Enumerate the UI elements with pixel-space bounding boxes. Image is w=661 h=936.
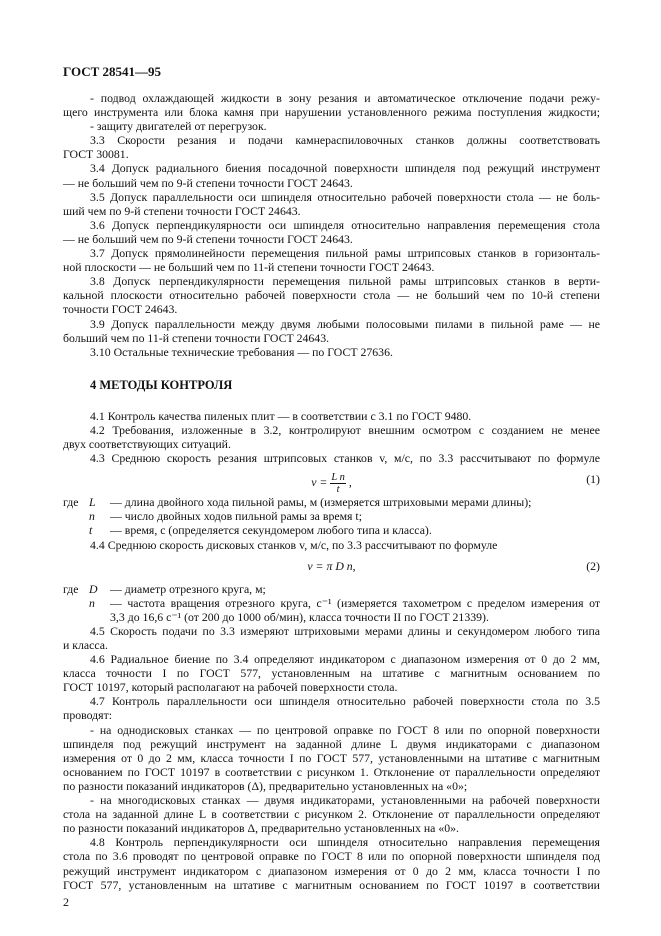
paragraph: [63, 218, 600, 246]
paragraph: [63, 190, 600, 218]
formula-lhs: v = π D n,: [307, 558, 356, 573]
text-line: ший чем по 9-й степени точности ГОСТ 24643.: [63, 203, 301, 218]
definition-text: — диаметр отрезного круга, м;: [110, 581, 266, 596]
text-line: 3.6 Допуск перпендикулярности оси шпинделя относительно направления перемещения стола: [90, 217, 600, 232]
fraction-numerator: L n: [331, 472, 345, 484]
definition-text: — частота вращения отрезного круга, с⁻¹ (измеряется тахометром с пределом измерения от: [110, 595, 600, 610]
paragraph: [63, 246, 600, 274]
definition-symbol: n: [89, 509, 95, 524]
definition-line: [63, 495, 600, 509]
text-line: ГОСТ 577, установленным на штативе с магнитным основанием по ГОСТ 10197 в соответствии: [63, 877, 600, 892]
definition-line: [63, 582, 600, 596]
formula: [63, 554, 600, 580]
text-line: и класса.: [63, 638, 108, 652]
text-line: шпинделя под режущий инструмент на заданной длине L двумя индикаторами с диапазоном: [63, 736, 600, 751]
paragraph: [63, 161, 600, 189]
paragraph: [63, 91, 600, 119]
definition-line: [63, 509, 600, 523]
text-line: 3.5 Допуск параллельности оси шпинделя относительно рабочей поверхности стола — не боль-: [90, 189, 600, 204]
text-line: 3.8 Допуск перпендикулярности перемещения пильной рамы штрипсовых станков в верти-: [90, 274, 600, 289]
paragraph: [63, 119, 600, 133]
text-line: 4.7 Контроль параллельности оси шпинделя относительно рабочей поверхности стола по 3.5: [90, 694, 600, 709]
definition-line: [63, 523, 600, 537]
definition-symbol: D: [89, 581, 98, 596]
text-line: - защиту двигателей от перегрузок.: [90, 119, 267, 134]
definition-symbol: L: [89, 495, 96, 510]
text-line: класса точности I по ГОСТ 577, установленным на штативе с магнитным основанием по: [63, 666, 600, 681]
formula-expression: [63, 559, 600, 573]
paragraph: [63, 835, 600, 891]
text-line: точности ГОСТ 24643.: [63, 302, 178, 317]
text-line: — не больший чем по 9-й степени точности ГОСТ 24643.: [63, 231, 353, 246]
text-line: 3.4 Допуск радиального биения посадочной поверхности шпинделя под режущий инструмент: [90, 161, 600, 176]
text-line: основанием по ГОСТ 10197 в соответствии с рисунком 1. Отклонение от параллельности определяют: [63, 764, 600, 779]
text-line: 3.9 Допуск параллельности между двумя любыми полосовыми пилами в пильной раме — не: [90, 316, 600, 331]
fraction-denominator: t: [336, 484, 340, 496]
paragraph: [63, 274, 600, 316]
text-line: ГОСТ 10197, который располагают на рабочей поверхности стола.: [63, 680, 398, 695]
paragraph: [63, 624, 600, 652]
definition-symbol: t: [89, 523, 93, 538]
section-heading: 4 МЕТОДЫ КОНТРОЛЯ: [90, 377, 233, 392]
paragraph: [63, 317, 600, 345]
definition-text: — длина двойного хода пильной рамы, м (измеряется штриховыми мерами длины);: [110, 495, 532, 510]
text-line: 4.3 Среднюю скорость резания штрипсовых станков v, м/с, по 3.3 рассчитывают по формуле: [90, 451, 600, 466]
definition-lead: где: [63, 581, 79, 596]
text-line: 4.1 Контроль качества пиленых плит — в соответствии с 3.1 по ГОСТ 9480.: [90, 408, 472, 423]
formula-tail: ,: [348, 475, 352, 490]
definition-lead: [63, 596, 89, 610]
text-line: ГОСТ 30081.: [63, 147, 129, 162]
text-line: 4.4 Среднюю скорость дисковых станков v, м/с, по 3.3 рассчитывают по формуле: [90, 537, 498, 552]
text-line: измерения от 0 до 2 мм, класса точности I по ГОСТ 577, установленными на штативе с магнитным: [63, 750, 600, 765]
text-line: 4.5 Скорость подачи по 3.3 измеряют штриховыми мерами длины и секундомером любого типа: [90, 623, 600, 638]
text-line: стола по 3.6 проводят по центровой оправке по ГОСТ 8 или по опорной поверхности шпинделя под: [63, 849, 600, 864]
definition-symbol: n: [89, 595, 95, 610]
text-line: проводят:: [63, 708, 113, 723]
text-line: режущий инструмент индикатором с диапазоном измерения от 0 до 2 мм, класса точности I по: [63, 863, 600, 878]
text-line: - подвод охлаждающей жидкости в зону резания и автоматическое отключение подачи режу-: [90, 91, 600, 105]
page-number: 2: [63, 895, 69, 909]
paragraph: [63, 538, 600, 552]
text-line: 4.8 Контроль перпендикулярности оси шпинделя относительно направления перемещения: [90, 835, 600, 850]
formula-lhs: v =: [311, 475, 328, 490]
formula: [63, 467, 600, 496]
paragraph: [63, 793, 600, 835]
document-header: ГОСТ 28541—95: [63, 64, 162, 79]
text-line: по разности показаний индикаторов (Δ), предварительно установленных на «0»;: [63, 778, 468, 793]
text-line: 3.3 Скорости резания и подачи камнераспиловочных станков должны соответствовать: [90, 133, 600, 148]
document-body: [63, 91, 600, 892]
paragraph: [63, 423, 600, 451]
paragraph: [63, 723, 600, 793]
definition-text: — время, с (определяется секундомером любого типа и класса).: [110, 523, 432, 538]
formula-number: (2): [586, 558, 600, 573]
text-line: 4.6 Радиальное биение по 3.4 определяют индикатором с диапазоном измерения от 0 до 2 мм,: [90, 652, 600, 667]
paragraph: [63, 409, 600, 423]
text-line: - на однодисковых станках — по центровой оправке по ГОСТ 8 или по опорной поверхности: [90, 722, 600, 737]
text-line: 4.2 Требования, изложенные в 3.2, контролируют внешним осмотром с созданием не менее: [90, 422, 600, 437]
text-line: больший чем по 11-й степени точности ГОСТ 24643.: [63, 330, 330, 345]
text-line: 3.7 Допуск прямолинейности перемещения пильной рамы штрипсовых станков в горизонталь-: [90, 246, 600, 261]
text-line: — не больший чем по 9-й степени точности ГОСТ 24643.: [63, 175, 353, 190]
paragraph: [63, 133, 600, 161]
paragraph: [63, 451, 600, 465]
paragraph: [63, 345, 600, 359]
text-line: кальной плоскости относительно рабочей поверхности стола — не больший чем по 10-й степени: [63, 288, 600, 303]
text-line: по разности показаний индикаторов Δ, предварительно установленных на «0».: [63, 821, 459, 836]
definition-continuation: 3,3 до 16,6 с⁻¹ (от 200 до 1000 об/мин), класса точности II по ГОСТ 21339).: [110, 609, 489, 624]
formula-expression: [63, 472, 600, 495]
definition-line: [63, 596, 600, 610]
text-line: 3.10 Остальные технические требования — по ГОСТ 27636.: [90, 344, 393, 359]
definition-lead: где: [63, 495, 79, 510]
text-line: - на многодисковых станках — двумя индикаторами, установленными на рабочей поверхности: [90, 793, 600, 808]
definition-text: — число двойных ходов пильной рамы за время t;: [110, 509, 362, 524]
fraction: [330, 472, 346, 495]
text-line: щего инструмента или блока камня при нарушении установленного режима поступления жидкости;: [63, 105, 600, 120]
text-line: стола на заданной длине L в соответствии с рисунком 2. Отклонение от параллельности определяют: [63, 807, 600, 822]
formula-number: (1): [586, 472, 600, 487]
definition-lead: [63, 509, 89, 523]
paragraph: [63, 652, 600, 694]
paragraph: [63, 694, 600, 722]
text-line: двух соответствующих ситуаций.: [63, 437, 231, 452]
definition-lead: [63, 523, 89, 537]
text-line: ной плоскости — не больший чем по 11-й степени точности ГОСТ 24643.: [63, 260, 435, 275]
